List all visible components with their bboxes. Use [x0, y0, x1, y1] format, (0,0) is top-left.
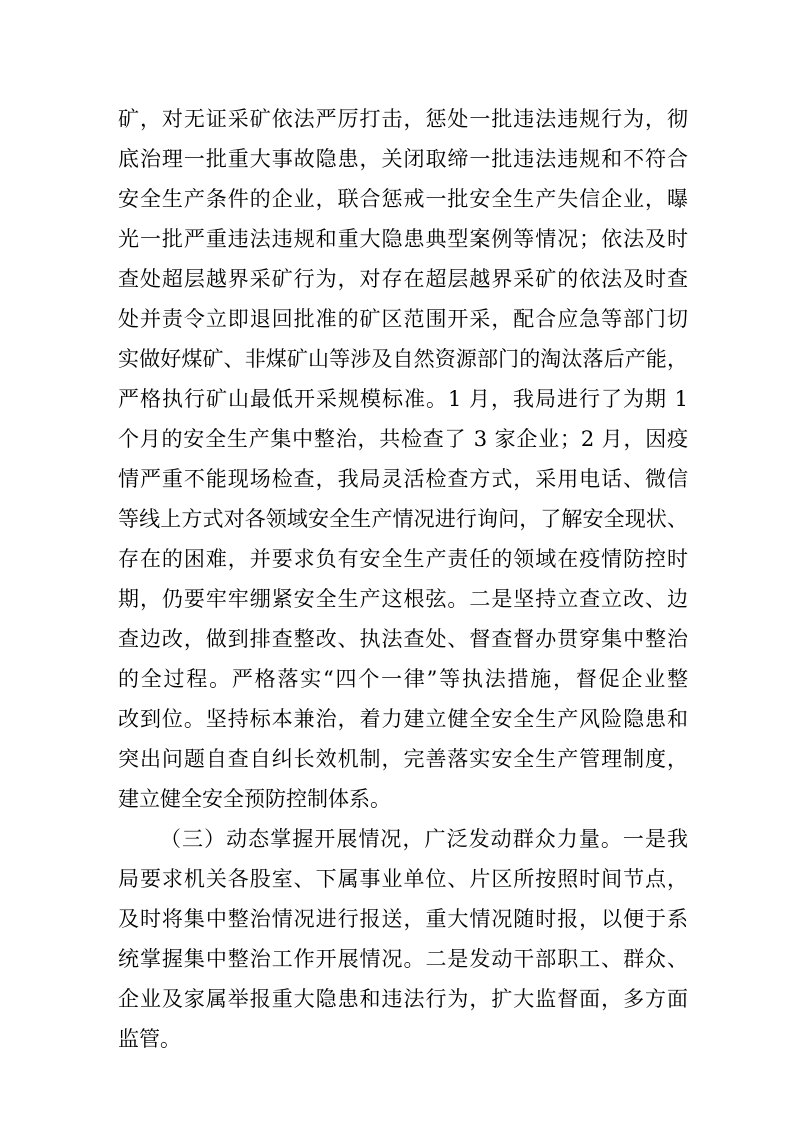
text-line: 底治理一批重大事故隐患，关闭取缔一批违法违规和不符合: [118, 147, 688, 171]
section-heading: （三）动态掌握开展情况，广泛发动群众力量。: [160, 827, 623, 851]
text-line: 突出问题自查自纠长效机制，完善落实安全生产管理制度，: [118, 747, 688, 771]
text-line: 实做好煤矿、非煤矿山等涉及自然资源部门的淘汰落后产能，: [118, 347, 688, 371]
text-line: 矿，对无证采矿依法严厉打击，惩处一批违法违规行为，彻: [118, 107, 688, 131]
text-line: 查处超层越界采矿行为，对存在超层越界采矿的依法及时查: [118, 267, 688, 291]
text-line: 局要求机关各股室、下属事业单位、片区所按照时间节点，: [118, 867, 688, 891]
text-span: 一是我: [622, 827, 689, 851]
text-line: 企业及家属举报重大隐患和违法行为，扩大监督面，多方面: [118, 987, 688, 1011]
text-line: 处并责令立即退回批准的矿区范围开采，配合应急等部门切: [118, 307, 688, 331]
text-line: 安全生产条件的企业，联合惩戒一批安全生产失信企业，曝: [118, 187, 688, 211]
text-line: 监管。: [118, 1027, 181, 1051]
text-line: 光一批严重违法违规和重大隐患典型案例等情况；依法及时: [118, 227, 688, 251]
text-line: 及时将集中整治情况进行报送，重大情况随时报，以便于系: [118, 907, 688, 931]
text-line: 的全过程。严格落实“四个一律”等执法措施，督促企业整: [118, 667, 688, 691]
text-line: 存在的困难，并要求负有安全生产责任的领域在疫情防控时: [118, 547, 688, 571]
text-line: 等线上方式对各领域安全生产情况进行询问，了解安全现状、: [118, 507, 688, 531]
text-line: 建立健全安全预防控制体系。: [118, 787, 391, 811]
text-line: [160, 819, 688, 859]
text-line: 严格执行矿山最低开采规模标准。1 月，我局进行了为期 1: [118, 387, 688, 411]
text-line: 期，仍要牢牢绷紧安全生产这根弦。二是坚持立查立改、边: [118, 587, 688, 611]
text-line: 统掌握集中整治工作开展情况。二是发动干部职工、群众、: [118, 947, 688, 971]
text-line: 个月的安全生产集中整治，共检查了 3 家企业；2 月，因疫: [118, 427, 688, 451]
text-line: 查边改，做到排查整改、执法查处、督查督办贯穿集中整治: [118, 627, 688, 651]
text-line: 情严重不能现场检查，我局灵活检查方式，采用电话、微信: [118, 467, 688, 491]
text-line: 改到位。坚持标本兼治，着力建立健全安全生产风险隐患和: [118, 707, 688, 731]
